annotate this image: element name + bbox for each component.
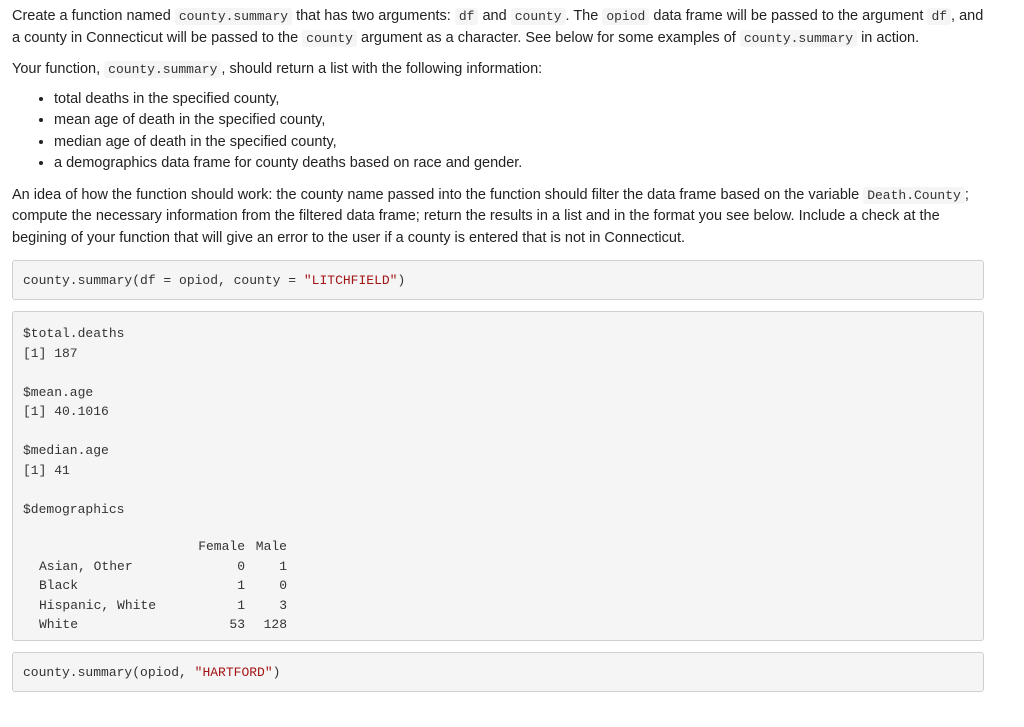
document-body	[12, 6, 984, 692]
output-median-value: [1] 41	[23, 462, 70, 478]
code-text: )	[272, 664, 281, 680]
row-label: White	[39, 617, 79, 633]
returns-text: Your function,	[12, 61, 105, 77]
list-item: • total deaths in the specified county,	[54, 89, 984, 111]
table-corner	[39, 537, 189, 557]
row-label: Black	[39, 578, 79, 594]
code-line	[23, 273, 405, 288]
list-item: • mean age of death in the specified county,	[54, 110, 984, 132]
inline-code: county.summary	[740, 30, 857, 47]
table-row	[39, 557, 287, 577]
output-demographics-label: $demographics	[23, 501, 125, 517]
column-header-male: Male	[255, 539, 287, 555]
row-label: Asian, Other	[39, 558, 133, 574]
code-string: "HARTFORD"	[194, 664, 273, 680]
intro-text: Create a function named	[12, 8, 175, 24]
intro-paragraph	[12, 6, 984, 49]
inline-code: county.summary	[104, 61, 221, 78]
demographics-table	[39, 537, 287, 635]
code-block-litchfield	[12, 260, 984, 300]
returns-text: , should return a list with the following information:	[221, 61, 543, 77]
idea-paragraph	[12, 185, 984, 250]
returns-paragraph	[12, 59, 984, 81]
output-total-label: $total.deaths	[23, 326, 125, 341]
return-items-list	[12, 89, 984, 175]
table-header-row	[39, 537, 287, 557]
table-row	[39, 615, 287, 635]
cell-female: 0	[237, 558, 245, 574]
intro-text: argument as a character. See below for some examples of	[356, 29, 740, 46]
cell-male: 0	[279, 578, 287, 594]
inline-code: county	[302, 30, 357, 47]
inline-code: df	[455, 8, 479, 25]
inline-code: county.summary	[175, 8, 292, 25]
cell-male: 3	[279, 597, 287, 613]
list-item: • median age of death in the specified county,	[54, 132, 984, 154]
code-text: )	[397, 272, 406, 288]
cell-male: 1	[279, 558, 287, 574]
output-mean-label: $mean.age	[23, 384, 94, 400]
table-row	[39, 576, 287, 596]
row-label: Hispanic, White	[39, 597, 157, 613]
idea-text: An idea of how the function should work: the county name passed into the function should filter the data frame based on the variable	[12, 186, 864, 203]
code-text: county.summary(df = opiod, county =	[23, 272, 304, 288]
code-block-hartford	[12, 652, 984, 692]
inline-code: county	[511, 8, 566, 25]
output-median-label: $median.age	[23, 443, 109, 458]
code-line	[23, 665, 280, 680]
intro-text: . The	[565, 8, 603, 24]
cell-female: 1	[237, 578, 245, 594]
output-total-value: [1] 187	[23, 345, 78, 361]
intro-text: in action.	[857, 29, 920, 46]
cell-female: 1	[237, 597, 245, 613]
cell-male: 128	[263, 617, 287, 633]
column-header-female: Female	[198, 539, 245, 555]
intro-text: and	[478, 8, 511, 24]
output-mean-value: [1] 40.1016	[23, 404, 109, 419]
intro-text: that has two arguments:	[292, 8, 455, 24]
inline-code: df	[927, 8, 951, 25]
code-text: county.summary(opiod,	[23, 664, 195, 680]
cell-female: 53	[229, 617, 245, 633]
table-row	[39, 596, 287, 616]
output-block	[12, 311, 984, 641]
intro-text: , and a county in Connecticut will be passed to the	[12, 8, 984, 46]
code-string: "LITCHFIELD"	[303, 272, 398, 288]
idea-text: ; compute the necessary information from the filtered data frame; return the results in a list and in the format you see below. Include a check at the begining of your function that will give an error to the user if a county is entered that is not in Connecticut.	[12, 186, 969, 246]
list-item: • a demographics data frame for county deaths based on race and gender.	[54, 153, 984, 175]
inline-code: Death.County	[863, 187, 965, 204]
inline-code: opiod	[602, 8, 649, 25]
intro-text: data frame will be passed to the argument	[649, 8, 928, 24]
